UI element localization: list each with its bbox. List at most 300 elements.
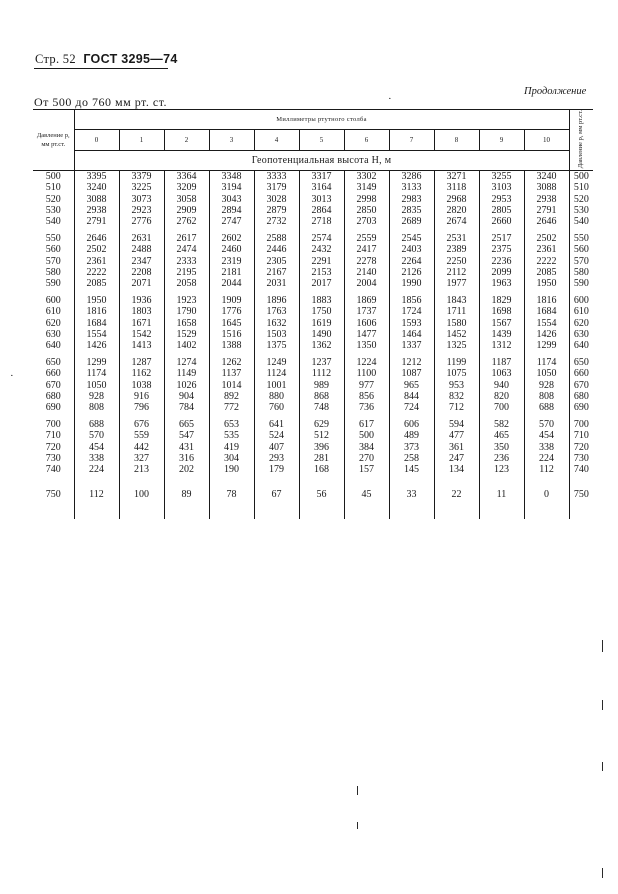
table-cell-value: 1684	[86, 317, 107, 329]
table-cell-value: 640	[573, 340, 589, 352]
table-cell-value: 2517	[491, 233, 512, 245]
table-cell-value: 2446	[266, 244, 287, 256]
table-cell-value: 600	[573, 295, 589, 307]
table-cell-value: 665	[179, 419, 194, 431]
height-cell	[254, 233, 299, 295]
table-cell-value: 454	[89, 441, 104, 453]
table-cell-value: 2835	[401, 204, 422, 216]
height-cell	[209, 481, 254, 519]
table-cell-value: 660	[45, 368, 61, 380]
standard-number: ГОСТ 3295—74	[83, 52, 178, 66]
speck	[602, 700, 603, 710]
table-cell-value: 2718	[311, 216, 332, 228]
data-table	[33, 109, 593, 519]
table-cell-value: 530	[573, 204, 589, 216]
table-cell-value: 2646	[86, 233, 107, 245]
table-cell-value: 1199	[446, 357, 467, 369]
table-cell-value: 1262	[221, 357, 242, 369]
column-header: 3	[209, 130, 254, 151]
table-cell-value: 820	[494, 390, 509, 402]
pressure-cell-right	[569, 481, 593, 519]
speck	[357, 822, 358, 829]
table-cell-value: 690	[45, 402, 61, 414]
table-cell-value: 3073	[131, 193, 152, 205]
table-cell-value: 1776	[221, 306, 242, 318]
table-cell-value: 2058	[176, 278, 197, 290]
table-cell-value: 1990	[401, 278, 422, 290]
table-cell-value: 3088	[86, 193, 107, 205]
table-cell-value: 1950	[536, 278, 557, 290]
table-cell-value: 1606	[356, 317, 377, 329]
height-cell	[389, 419, 434, 481]
table-cell-value: 2602	[221, 233, 242, 245]
column-header: 7	[389, 130, 434, 151]
table-cell-value: 338	[89, 452, 104, 464]
table-cell-value: 2375	[491, 244, 512, 256]
table-cell-value: 2502	[86, 244, 107, 256]
table-cell-value: 3179	[266, 182, 287, 194]
table-cell-value: 570	[45, 255, 61, 267]
table-cell-value: 2403	[401, 244, 422, 256]
table-cell-value: 2747	[221, 216, 242, 228]
pressure-cell	[33, 419, 74, 481]
table-cell-value: 904	[179, 390, 194, 402]
table-cell-value: 1350	[356, 340, 377, 352]
table-cell-value: 2617	[176, 233, 197, 245]
table-cell-value: 1593	[401, 317, 422, 329]
table-cell-value: 550	[573, 233, 589, 245]
table-cell-value: 670	[573, 379, 589, 391]
table-cell-value: 2732	[266, 216, 287, 228]
speck	[602, 640, 603, 652]
table-cell-value: 3028	[266, 193, 287, 205]
table-cell-value: 3240	[536, 171, 557, 183]
table-cell-value: 2333	[176, 255, 197, 267]
table-cell-value: 2559	[356, 233, 377, 245]
table-cell-value: 1149	[176, 368, 197, 380]
table-cell-value: 1923	[176, 295, 197, 307]
table-cell-value: 641	[269, 419, 284, 431]
height-cell	[164, 419, 209, 481]
table-cell-value: 724	[404, 402, 419, 414]
table-cell-value: 1829	[491, 295, 512, 307]
table-cell-value: 610	[573, 306, 589, 318]
table-cell-value: 953	[449, 379, 464, 391]
table-cell-value: 1554	[536, 317, 557, 329]
table-cell-value: 2264	[401, 255, 422, 267]
table-cell-value: 3209	[176, 182, 197, 194]
table-cell-value: 680	[45, 390, 61, 402]
table-cell-value: 2631	[131, 233, 152, 245]
table-cell-value: 477	[449, 430, 464, 442]
table-cell-value: 2953	[491, 193, 512, 205]
table-cell-value: 2222	[536, 255, 557, 267]
table-cell-value: 1936	[131, 295, 152, 307]
table-cell-value: 247	[449, 452, 464, 464]
height-cell	[479, 171, 524, 234]
height-cell	[344, 357, 389, 419]
table-cell-value: 327	[134, 452, 149, 464]
column-header: 9	[479, 130, 524, 151]
table-cell-value: 880	[269, 390, 284, 402]
table-cell-value: 710	[573, 430, 589, 442]
table-cell-value: 2278	[356, 255, 377, 267]
height-cell	[209, 171, 254, 234]
table-cell-value: 650	[45, 357, 61, 369]
table-cell-value: 1402	[176, 340, 197, 352]
height-cell	[389, 481, 434, 519]
table-cell-value: 629	[314, 419, 329, 431]
table-cell-value: 1790	[176, 306, 197, 318]
table-cell-value: 2291	[311, 255, 332, 267]
table-cell-value: 2208	[131, 266, 152, 278]
height-cell	[164, 171, 209, 234]
height-cell	[299, 295, 344, 357]
height-cell	[524, 481, 569, 519]
pressure-header-right-text: Давление p, мм рт.ст.	[577, 110, 585, 169]
height-cell	[344, 295, 389, 357]
table-cell-value: 2112	[446, 266, 467, 278]
table-cell-value: 2762	[176, 216, 197, 228]
table-cell-value: 856	[359, 390, 374, 402]
table-cell-value: 736	[359, 402, 374, 414]
table-cell-value: 700	[494, 402, 509, 414]
geo-height-header: Геопотенциальная высота H, м	[74, 151, 569, 171]
column-header: 8	[434, 130, 479, 151]
speck	[602, 762, 603, 771]
table-cell-value: 3379	[131, 171, 152, 183]
table-cell-value: 977	[359, 379, 374, 391]
table-cell-value: 1567	[491, 317, 512, 329]
pressure-cell	[33, 171, 74, 234]
table-cell-value: 3149	[356, 182, 377, 194]
table-cell-value: 2574	[311, 233, 332, 245]
table-cell-value: 688	[89, 419, 104, 431]
table-cell-value: 1413	[131, 340, 152, 352]
table-body	[33, 171, 593, 520]
height-cell	[164, 357, 209, 419]
table-cell-value: 361	[449, 441, 464, 453]
table-cell-value: 1026	[176, 379, 197, 391]
height-cell	[479, 295, 524, 357]
height-cell	[74, 419, 119, 481]
table-cell-value: 1137	[221, 368, 242, 380]
table-cell-value: 1580	[446, 317, 467, 329]
table-cell-value: 2195	[176, 266, 197, 278]
table-cell-value: 1212	[401, 357, 422, 369]
table-cell-value: 3302	[356, 171, 377, 183]
table-cell-value: 1950	[86, 295, 107, 307]
table-cell-value: 1112	[311, 368, 332, 380]
table-cell-value: 3013	[311, 193, 332, 205]
table-cell-value: 1063	[491, 368, 512, 380]
table-cell-value: 2646	[536, 216, 557, 228]
table-cell-value: 2236	[491, 255, 512, 267]
table-cell-value: 3225	[131, 182, 152, 194]
table-cell-value: 2879	[266, 204, 287, 216]
table-cell-value: 67	[271, 489, 282, 501]
table-cell-value: 1299	[536, 340, 557, 352]
table-cell-value: 373	[404, 441, 419, 453]
column-header: 5	[299, 130, 344, 151]
table-cell-value: 680	[573, 390, 589, 402]
table-cell-value: 431	[179, 441, 194, 453]
table-cell-value: 123	[494, 464, 509, 476]
table-cell-value: 1869	[356, 295, 377, 307]
height-cell	[524, 419, 569, 481]
table-cell-value: 1737	[356, 306, 377, 318]
table-cell-value: 1645	[221, 317, 242, 329]
table-cell-value: 2968	[446, 193, 467, 205]
table-cell-value: 2805	[491, 204, 512, 216]
height-cell	[344, 481, 389, 519]
table-cell-value: 3348	[221, 171, 242, 183]
height-cell	[299, 171, 344, 234]
height-cell	[254, 171, 299, 234]
table-cell-value: 1174	[86, 368, 107, 380]
table-cell-value: 989	[314, 379, 329, 391]
column-header: 0	[74, 130, 119, 151]
height-cell	[209, 295, 254, 357]
table-cell-value: 3103	[491, 182, 512, 194]
table-cell-value: 2389	[446, 244, 467, 256]
table-cell-value: 582	[494, 419, 509, 431]
table-cell-value: 0	[544, 489, 550, 501]
height-cell	[479, 419, 524, 481]
table-cell-value: 3317	[311, 171, 332, 183]
table-cell-value: 720	[45, 441, 61, 453]
table-cell-value: 2894	[221, 204, 242, 216]
table-cell-value: 1312	[491, 340, 512, 352]
table-cell-value: 500	[359, 430, 374, 442]
table-cell-value: 465	[494, 430, 509, 442]
table-cell-value: 145	[404, 464, 419, 476]
table-cell-value: 270	[359, 452, 374, 464]
table-cell-value: 512	[314, 430, 329, 442]
table-cell-value: 2703	[356, 216, 377, 228]
height-cell	[524, 295, 569, 357]
table-cell-value: 580	[45, 266, 61, 278]
table-cell-value: 530	[45, 204, 61, 216]
table-cell-value: 750	[45, 489, 61, 501]
table-cell-value: 2004	[356, 278, 377, 290]
table-cell-value: 740	[573, 464, 589, 476]
table-cell-value: 2474	[176, 244, 197, 256]
height-cell	[164, 295, 209, 357]
table-cell-value: 594	[449, 419, 464, 431]
table-cell-value: 1224	[356, 357, 377, 369]
table-cell-value: 2791	[86, 216, 107, 228]
table-cell-value: 454	[539, 430, 555, 442]
table-cell-value: 520	[45, 193, 61, 205]
height-cell	[479, 233, 524, 295]
pressure-cell	[33, 295, 74, 357]
table-cell-value: 2071	[131, 278, 152, 290]
table-cell-value: 2674	[446, 216, 467, 228]
table-cell-value: 2361	[86, 255, 107, 267]
table-cell-value: 22	[451, 489, 462, 501]
table-cell-value: 690	[573, 402, 589, 414]
table-cell-value: 2909	[176, 204, 197, 216]
column-header: 10	[524, 130, 569, 151]
height-cell	[254, 357, 299, 419]
table-cell-value: 832	[449, 390, 464, 402]
table-cell-value: 419	[224, 441, 239, 453]
table-cell-value: 168	[314, 464, 329, 476]
column-header: 1	[119, 130, 164, 151]
height-cell	[299, 357, 344, 419]
table-cell-value: 1050	[536, 368, 557, 380]
table-cell-value: 1452	[446, 328, 467, 340]
table-cell-value: 510	[573, 182, 589, 194]
table-cell-value: 45	[361, 489, 372, 501]
table-cell-value: 1542	[131, 328, 152, 340]
table-cell-value: 892	[224, 390, 239, 402]
table-cell-value: 1490	[311, 328, 332, 340]
height-cell	[74, 357, 119, 419]
table-cell-value: 740	[45, 464, 61, 476]
table-cell-value: 2417	[356, 244, 377, 256]
column-number-row	[33, 130, 593, 151]
table-cell-value: 1554	[86, 328, 107, 340]
table-cell-value: 3240	[86, 182, 107, 194]
table-cell-value: 3133	[401, 182, 422, 194]
table-cell-value: 407	[269, 441, 284, 453]
table-cell-value: 3271	[446, 171, 467, 183]
table-cell-value: 2531	[446, 233, 467, 245]
table-cell-value: 2044	[221, 278, 242, 290]
table-cell-value: 547	[179, 430, 194, 442]
table-cell-value: 316	[179, 452, 194, 464]
continuation-label: Продолжение	[524, 86, 587, 97]
table-cell-value: 928	[539, 379, 555, 391]
table-cell-value: 540	[573, 216, 589, 228]
table-cell-value: 720	[573, 441, 589, 453]
table-cell-value: 3088	[536, 182, 557, 194]
table-cell-value: 1843	[446, 295, 467, 307]
page-number: Стр. 52	[35, 52, 76, 66]
table-row-block	[33, 481, 593, 519]
height-cell	[119, 419, 164, 481]
table-cell-value: 1426	[536, 328, 557, 340]
height-cell	[299, 419, 344, 481]
table-cell-value: 700	[45, 419, 61, 431]
table-cell-value: 750	[573, 489, 589, 501]
table-cell-value: 1856	[401, 295, 422, 307]
table-cell-value: 2588	[266, 233, 287, 245]
table-cell-value: 1516	[221, 328, 242, 340]
table-cell-value: 1337	[401, 340, 422, 352]
table-cell-value: 1287	[131, 357, 152, 369]
table-cell-value: 730	[45, 452, 61, 464]
table-cell-value: 179	[269, 464, 284, 476]
table-cell-value: 1658	[176, 317, 197, 329]
table-cell-value: 1162	[131, 368, 152, 380]
table-cell-value: 2305	[266, 255, 287, 267]
table-cell-value: 1274	[176, 357, 197, 369]
table-cell-value: 653	[224, 419, 239, 431]
column-header: 6	[344, 130, 389, 151]
table-cell-value: 570	[89, 430, 104, 442]
table-cell-value: 2140	[356, 266, 377, 278]
height-cell	[479, 481, 524, 519]
table-cell-value: 540	[45, 216, 61, 228]
table-cell-value: 617	[359, 419, 374, 431]
table-cell-value: 676	[134, 419, 149, 431]
pressure-cell-right	[569, 171, 593, 234]
table-cell-value: 2085	[536, 266, 557, 278]
table-cell-value: 524	[269, 430, 284, 442]
table-cell-value: 3043	[221, 193, 242, 205]
table-cell-value: 1816	[86, 306, 107, 318]
pressure-cell-right	[569, 233, 593, 295]
table-cell-value: 1087	[401, 368, 422, 380]
table-cell-value: 2938	[536, 193, 557, 205]
table-cell-value: 940	[494, 379, 509, 391]
pressure-cell	[33, 233, 74, 295]
table-cell-value: 1977	[446, 278, 467, 290]
table-cell-value: 700	[573, 419, 589, 431]
table-cell-value: 928	[89, 390, 104, 402]
table-cell-value: 293	[269, 452, 284, 464]
table-cell-value: 1724	[401, 306, 422, 318]
table-cell-value: 112	[539, 464, 554, 476]
table-cell-value: 640	[45, 340, 61, 352]
table-cell-value: 236	[494, 452, 509, 464]
table-cell-value: 1001	[266, 379, 287, 391]
table-cell-value: 3255	[491, 171, 512, 183]
table-cell-value: 2689	[401, 216, 422, 228]
table-cell-value: 1503	[266, 328, 287, 340]
height-cell	[119, 295, 164, 357]
height-cell	[344, 233, 389, 295]
table-cell-value: 442	[134, 441, 149, 453]
table-cell-value: 520	[573, 193, 589, 205]
table-row-block	[33, 171, 593, 234]
table-cell-value: 281	[314, 452, 329, 464]
table-cell-value: 535	[224, 430, 239, 442]
table-cell-value: 500	[573, 171, 589, 183]
pressure-header	[33, 110, 74, 171]
table-cell-value: 3118	[446, 182, 467, 194]
table-cell-value: 2776	[131, 216, 152, 228]
table-cell-value: 2432	[311, 244, 332, 256]
table-cell-value: 1464	[401, 328, 422, 340]
height-cell	[254, 419, 299, 481]
table-cell-value: 2099	[491, 266, 512, 278]
column-header: 4	[254, 130, 299, 151]
table-cell-value: 1750	[311, 306, 332, 318]
table-cell-value: 2923	[131, 204, 152, 216]
table-cell-value: 2850	[356, 204, 377, 216]
table-cell-value: 670	[45, 379, 61, 391]
table-cell-value: 1477	[356, 328, 377, 340]
table-cell-value: 844	[404, 390, 419, 402]
page-header	[35, 52, 178, 67]
table-cell-value: 580	[573, 266, 589, 278]
table-cell-value: 190	[224, 464, 239, 476]
table-cell-value: 570	[573, 255, 589, 267]
table-cell-value: 2938	[86, 204, 107, 216]
height-cell	[434, 357, 479, 419]
table-row-block	[33, 295, 593, 357]
height-cell	[254, 481, 299, 519]
height-cell	[434, 233, 479, 295]
table-cell-value: 338	[539, 441, 555, 453]
table-cell-value: 2998	[356, 193, 377, 205]
height-cell	[164, 481, 209, 519]
table-cell-value: 570	[539, 419, 555, 431]
